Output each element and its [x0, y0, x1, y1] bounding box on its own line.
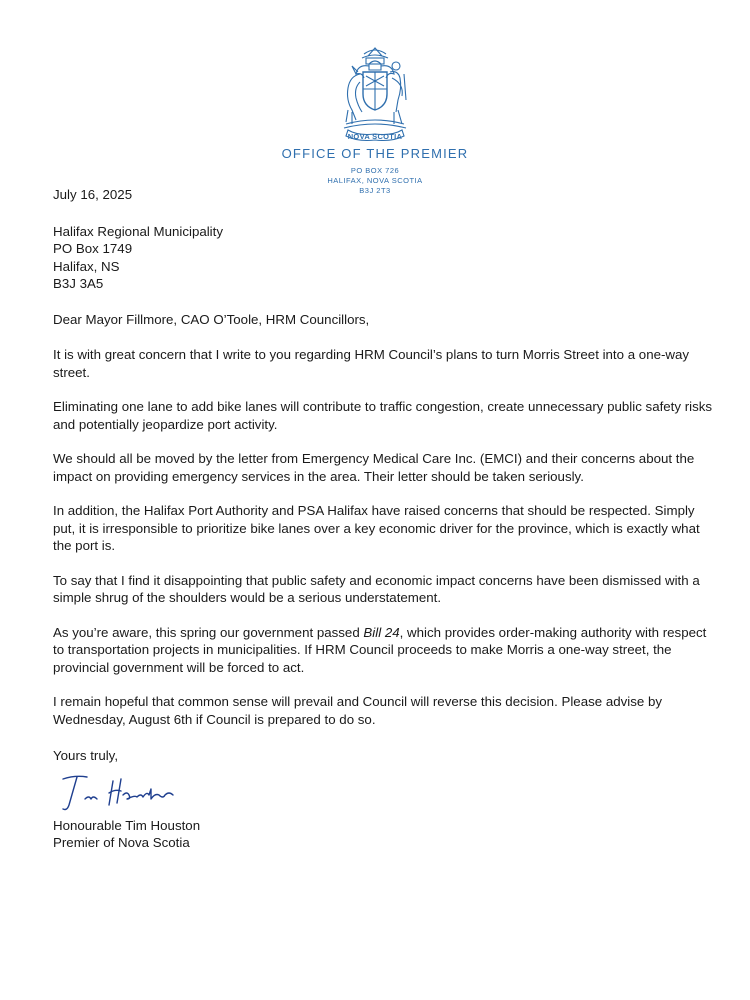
salutation: Dear Mayor Fillmore, CAO O’Toole, HRM Councillors, — [53, 311, 370, 327]
letter-body — [53, 186, 713, 852]
paragraph: It is with great concern that I write to you regarding HRM Council’s plans to turn Morris Street into a one-way street. — [53, 347, 690, 380]
recipient-line: Halifax Regional Municipality — [53, 223, 223, 239]
signer-name: Honourable Tim Houston — [53, 817, 201, 833]
signer-block — [53, 817, 713, 852]
signer-title: Premier of Nova Scotia — [53, 835, 190, 850]
coat-of-arms-icon — [334, 44, 416, 142]
recipient-line: PO Box 1749 — [53, 241, 133, 256]
bill-paragraph-text: , which provides order-making authority with respect to transportation projects in municipalities. If HRM Council proceeds to make Morris a one-way street, the provincial government will be forced to act. — [53, 624, 707, 675]
letterhead-address-line: PO BOX 726 — [350, 166, 400, 175]
recipient-line: B3J 3A5 — [53, 276, 104, 291]
recipient-address — [53, 223, 713, 293]
paragraph: In addition, the Halifax Port Authority and PSA Halifax have raised concerns that should be respected. Simply put, it is irresponsible to prioritize bike lanes over a key economic driver for the province, which is exactly what the port is. — [53, 503, 700, 553]
paragraph: We should all be moved by the letter from Emergency Medical Care Inc. (EMCI) and their concerns about the impact on providing emergency services in the area. Their letter should be taken seriously. — [53, 451, 695, 484]
letterhead-province: NOVA SCOTIA — [347, 132, 403, 141]
letterhead-address-line: HALIFAX, NOVA SCOTIA — [327, 176, 423, 185]
bill-paragraph-text: As you’re aware, this spring our government passed — [53, 624, 364, 640]
paragraph: Eliminating one lane to add bike lanes will contribute to traffic congestion, create unnecessary public safety risks and potentially jeopardize port activity. — [53, 399, 713, 432]
bill-reference: Bill 24 — [363, 624, 400, 640]
recipient-line: Halifax, NS — [53, 258, 120, 274]
letterhead-address-line: B3J 2T3 — [359, 186, 391, 195]
paragraph: To say that I find it disappointing that public safety and economic impact concerns have been dismissed with a simple shrug of the shoulders would be a serious understatement. — [53, 572, 700, 605]
final-paragraph: I remain hopeful that common sense will prevail and Council will reverse this decision. Please advise by Wednesday, August 6th if Council is prepared to do so. — [53, 694, 662, 727]
handwritten-signature — [53, 767, 713, 817]
letter-date: July 16, 2025 — [53, 187, 133, 202]
closing: Yours truly, — [53, 748, 119, 763]
letterhead-office-title: OFFICE OF THE PREMIER — [281, 146, 469, 161]
bill-paragraph — [53, 624, 713, 677]
